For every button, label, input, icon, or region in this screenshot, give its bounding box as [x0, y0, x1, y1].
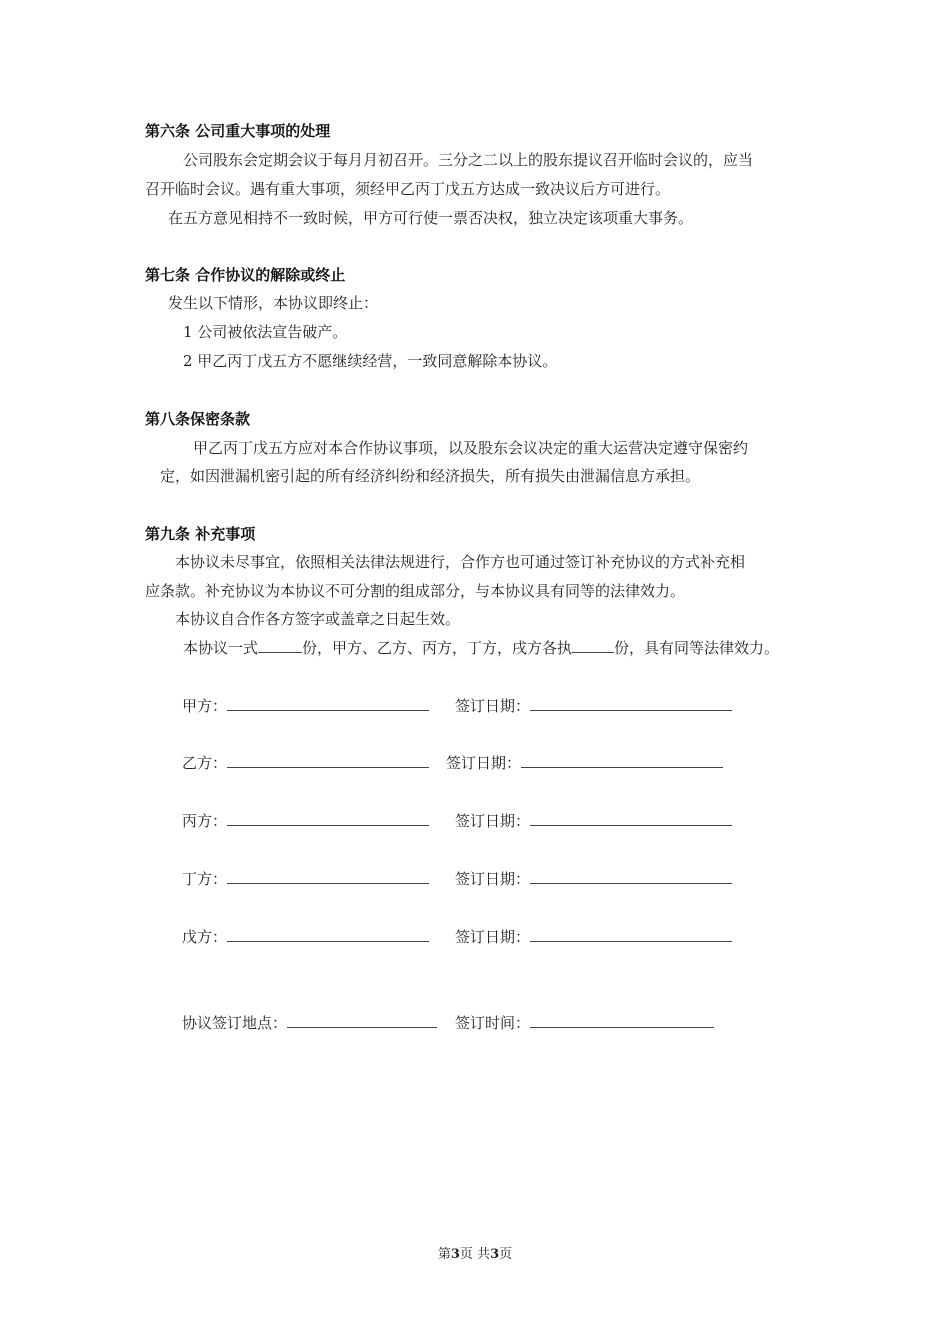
article6-line1: 公司股东会定期会议于每月月初召开。三分之二以上的股东提议召开临时会议的，应当 — [183, 151, 754, 169]
article6-line3: 在五方意见相持不一致时候，甲方可行使一票否决权，独立决定该项重大事务。 — [168, 209, 694, 227]
date-blank[interactable] — [521, 753, 723, 768]
page-footer — [0, 1246, 950, 1264]
party-label: 丁方： — [182, 870, 228, 888]
date-label: 签订日期： — [455, 870, 531, 888]
signature-row-wu — [182, 927, 732, 947]
article6-heading: 第六条 公司重大事项的处理 — [145, 122, 331, 140]
party-label: 乙方： — [182, 754, 228, 772]
article8-line2: 定，如因泄漏机密引起的所有经济纠纷和经济损失，所有损失由泄漏信息方承担。 — [160, 467, 701, 485]
article7-intro: 发生以下情形，本协议即终止： — [168, 294, 379, 312]
date-label: 签订日期： — [455, 928, 531, 946]
place-blank[interactable] — [287, 1013, 437, 1028]
article8-heading: 第八条保密条款 — [145, 410, 251, 428]
article7-item1: 1 公司被依法宣告破产。 — [183, 323, 348, 341]
article9-heading: 第九条 补充事项 — [145, 525, 256, 543]
copies-text-3: 份，具有同等法律效力。 — [614, 639, 780, 657]
signature-row-jia — [182, 696, 732, 716]
party-label: 戊方： — [182, 928, 228, 946]
article7-item2: 2 甲乙丙丁戊五方不愿继续经营，一致同意解除本协议。 — [183, 352, 558, 370]
article6-line2: 召开临时会议。遇有重大事项，须经甲乙丙丁戊五方达成一致决议后方可进行。 — [145, 180, 671, 198]
party-signature-blank[interactable] — [227, 696, 429, 711]
footer-suffix: 页 — [499, 1247, 513, 1262]
party-signature-blank[interactable] — [227, 811, 429, 826]
date-blank[interactable] — [530, 869, 732, 884]
place-label: 协议签订地点： — [182, 1014, 288, 1032]
date-label: 签订日期： — [455, 812, 531, 830]
article9-line3: 本协议自合作各方签字或盖章之日起生效。 — [175, 610, 461, 628]
date-label: 签订日期： — [446, 754, 522, 772]
copies-total-blank[interactable] — [258, 638, 302, 653]
copies-text-2: 份，甲方、乙方、丙方，丁方，戌方各执 — [302, 639, 573, 657]
date-blank[interactable] — [530, 927, 732, 942]
party-label: 丙方： — [182, 812, 228, 830]
footer-total-pages: 3 — [490, 1247, 500, 1262]
article8-line1: 甲乙丙丁戊五方应对本合作协议事项，以及股东会议决定的重大运营决定遵守保密约 — [193, 439, 749, 457]
article9-line2: 应条款。补充协议为本协议不可分割的组成部分，与本协议具有同等的法律效力。 — [145, 582, 686, 600]
time-blank[interactable] — [530, 1013, 714, 1028]
article9-copies-line — [183, 638, 779, 658]
footer-current-page: 3 — [450, 1247, 460, 1262]
date-blank[interactable] — [530, 696, 732, 711]
date-blank[interactable] — [530, 811, 732, 826]
copies-text-1: 本协议一式 — [183, 639, 259, 657]
party-signature-blank[interactable] — [227, 927, 429, 942]
article7-heading: 第七条 合作协议的解除或终止 — [145, 266, 346, 284]
copies-each-blank[interactable] — [572, 638, 614, 653]
footer-mid: 页 共 — [459, 1247, 491, 1262]
article9-line1: 本协议未尽事宜，依照相关法律法规进行，合作方也可通过签订补充协议的方式补充相 — [175, 553, 746, 571]
party-label: 甲方： — [182, 697, 228, 715]
signature-row-yi — [182, 753, 723, 773]
signature-row-ding — [182, 869, 732, 889]
place-time-row — [182, 1013, 714, 1033]
signature-row-bing — [182, 811, 732, 831]
date-label: 签订日期： — [455, 697, 531, 715]
party-signature-blank[interactable] — [227, 869, 429, 884]
footer-prefix: 第 — [437, 1247, 451, 1262]
time-label: 签订时间： — [455, 1014, 531, 1032]
party-signature-blank[interactable] — [227, 753, 429, 768]
